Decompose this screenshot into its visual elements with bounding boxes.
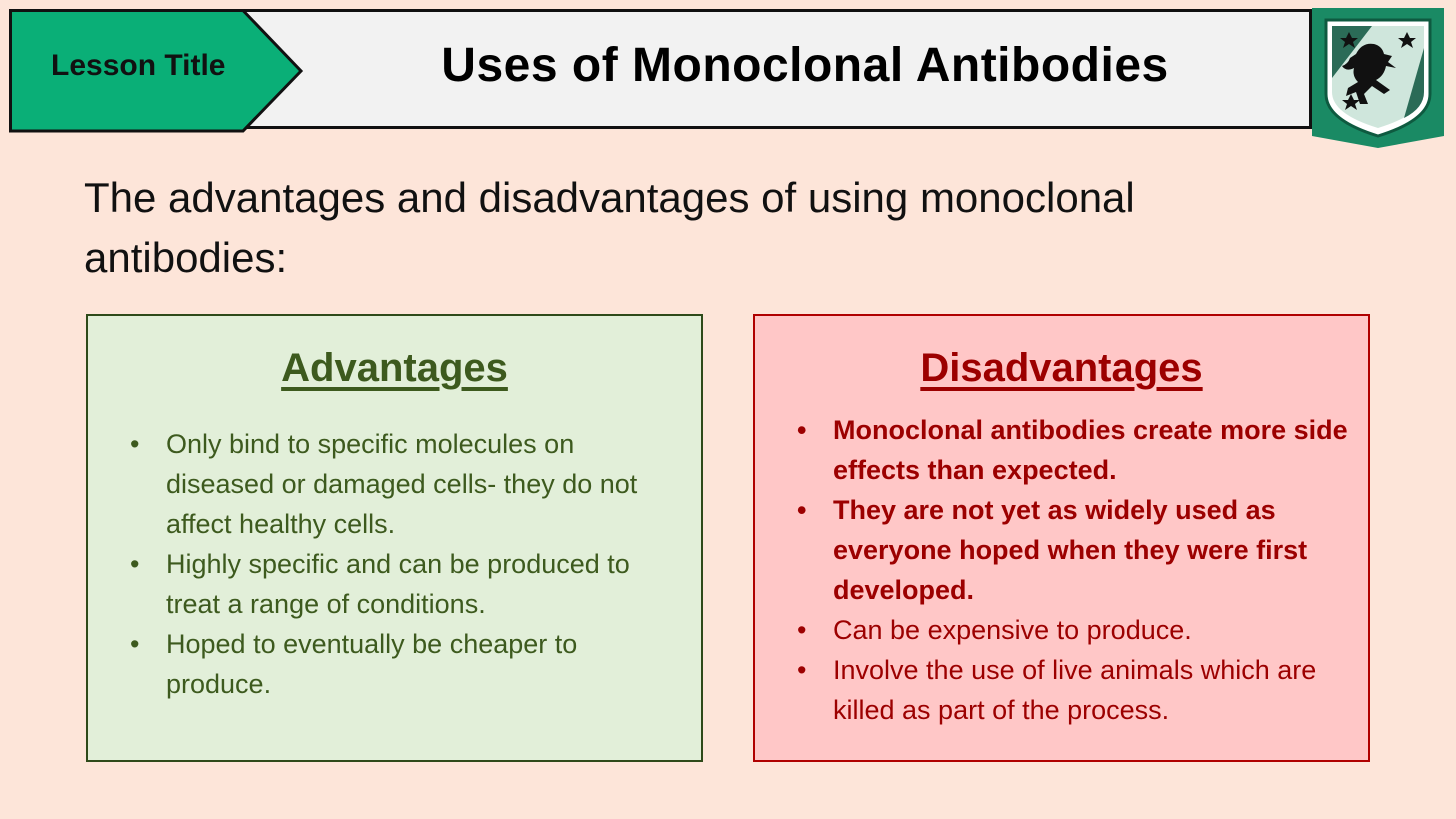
list-item-text: Involve the use of live animals which are killed as part of the process.: [833, 655, 1317, 725]
bullet-icon: •: [130, 549, 140, 579]
bullet-icon: •: [130, 629, 140, 659]
page-title: Uses of Monoclonal Antibodies: [441, 39, 1169, 92]
list-item-text: Can be expensive to produce.: [833, 615, 1192, 645]
lesson-tag: [9, 9, 305, 133]
list-item: [795, 410, 1355, 490]
list-item-text: Only bind to specific molecules on diseased or damaged cells- they do not affect healthy cells.: [166, 429, 638, 539]
bullet-icon: •: [797, 495, 807, 525]
school-crest-lion-icon: [1312, 8, 1444, 148]
bullet-icon: •: [797, 655, 807, 685]
list-item-text: Highly specific and can be produced to treat a range of conditions.: [166, 549, 630, 619]
disadvantages-panel: [753, 314, 1370, 762]
list-item: [128, 424, 688, 544]
advantages-heading: Advantages: [281, 346, 508, 390]
list-item: [795, 650, 1355, 730]
list-item-text: They are not yet as widely used as everyone hoped when they were first developed.: [833, 495, 1308, 605]
bullet-icon: •: [797, 615, 807, 645]
intro-text: The advantages and disadvantages of using monoclonal antibodies:: [84, 174, 1135, 281]
disadvantages-list: [795, 410, 1355, 730]
lesson-tag-label: Lesson Title: [51, 49, 226, 82]
advantages-panel: [86, 314, 703, 762]
list-item-text: Hoped to eventually be cheaper to produce.: [166, 629, 578, 699]
bullet-icon: •: [130, 429, 140, 459]
disadvantages-heading: Disadvantages: [920, 346, 1203, 390]
list-item-text: Monoclonal antibodies create more side effects than expected.: [833, 415, 1348, 485]
advantages-list: [128, 424, 688, 704]
list-item: [128, 544, 688, 624]
bullet-icon: •: [797, 415, 807, 445]
list-item: [795, 610, 1355, 650]
list-item: [795, 490, 1355, 610]
list-item: [128, 624, 688, 704]
